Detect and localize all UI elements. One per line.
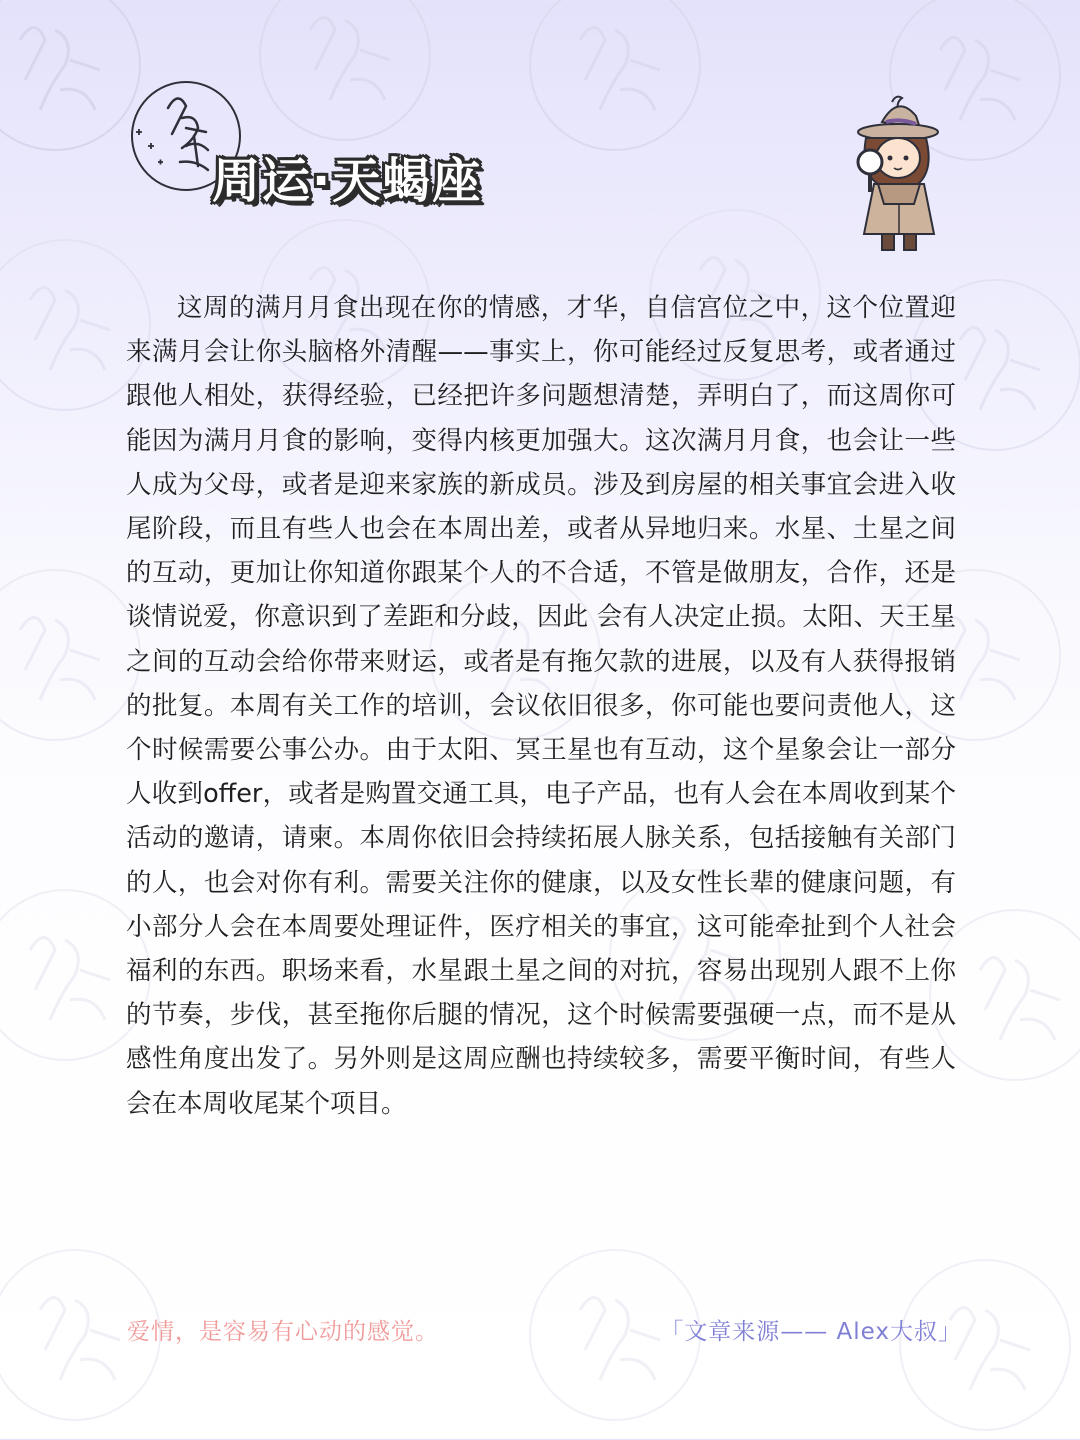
tagline: 爱情，是容易有心动的感觉。: [127, 1319, 439, 1345]
page-title: 周运·天蝎座: [212, 153, 483, 209]
source-credit: 「文章来源—— Alex大叔」: [660, 1319, 962, 1345]
detective-mascot-icon: [840, 92, 960, 262]
header: [120, 70, 960, 250]
article-body: 这周的满月月食出现在你的情感，才华，自信宫位之中，这个位置迎来满月会让你头脑格外清醒——事实上，你可能经过反复思考，或者通过跟他人相处，获得经验，已经把许多问题想清楚，弄明白了，而这周你可能因为满月月食的影响，变得内核更加强大。这次满月月食，也会让一些人成为父母，或者是迎来家族的新成员。涉及到房屋的相关事宜会进入收尾阶段，而且有些人也会在本周出差，或者从异地归来。水星、土星之间的互动，更加让你知道你跟某个人的不合适，不管是做朋友，合作，还是谈情说爱，你意识到了差距和分歧，因此 会有人决定止损。太阳、天王星之间的互动会给你带来财运，或者是有拖欠款的进展，以及有人获得报销的批复。本周有关工作的培训，会议依旧很多，你可能也要问责他人，这个时候需要公事公办。由于太阳、冥王星也有互动，这个星象会让一部分人收到offer，或者是购置交通工具，电子产品，也有人会在本周收到某个活动的邀请，请柬。本周你依旧会持续拓展人脉关系，包括接触有关部门的人，也会对你有利。需要关注你的健康，以及女性长辈的健康问题，有小部分人会在本周要处理证件，医疗相关的事宜，这可能牵扯到个人社会福利的东西。职场来看，水星跟土星之间的对抗，容易出现别人跟不上你的节奏，步伐，甚至拖你后腿的情况，这个时候需要强硬一点，而不是从感性角度出发了。另外则是这周应酬也持续较多，需要平衡时间，有些人会在本周收尾某个项目。: [126, 293, 956, 1119]
